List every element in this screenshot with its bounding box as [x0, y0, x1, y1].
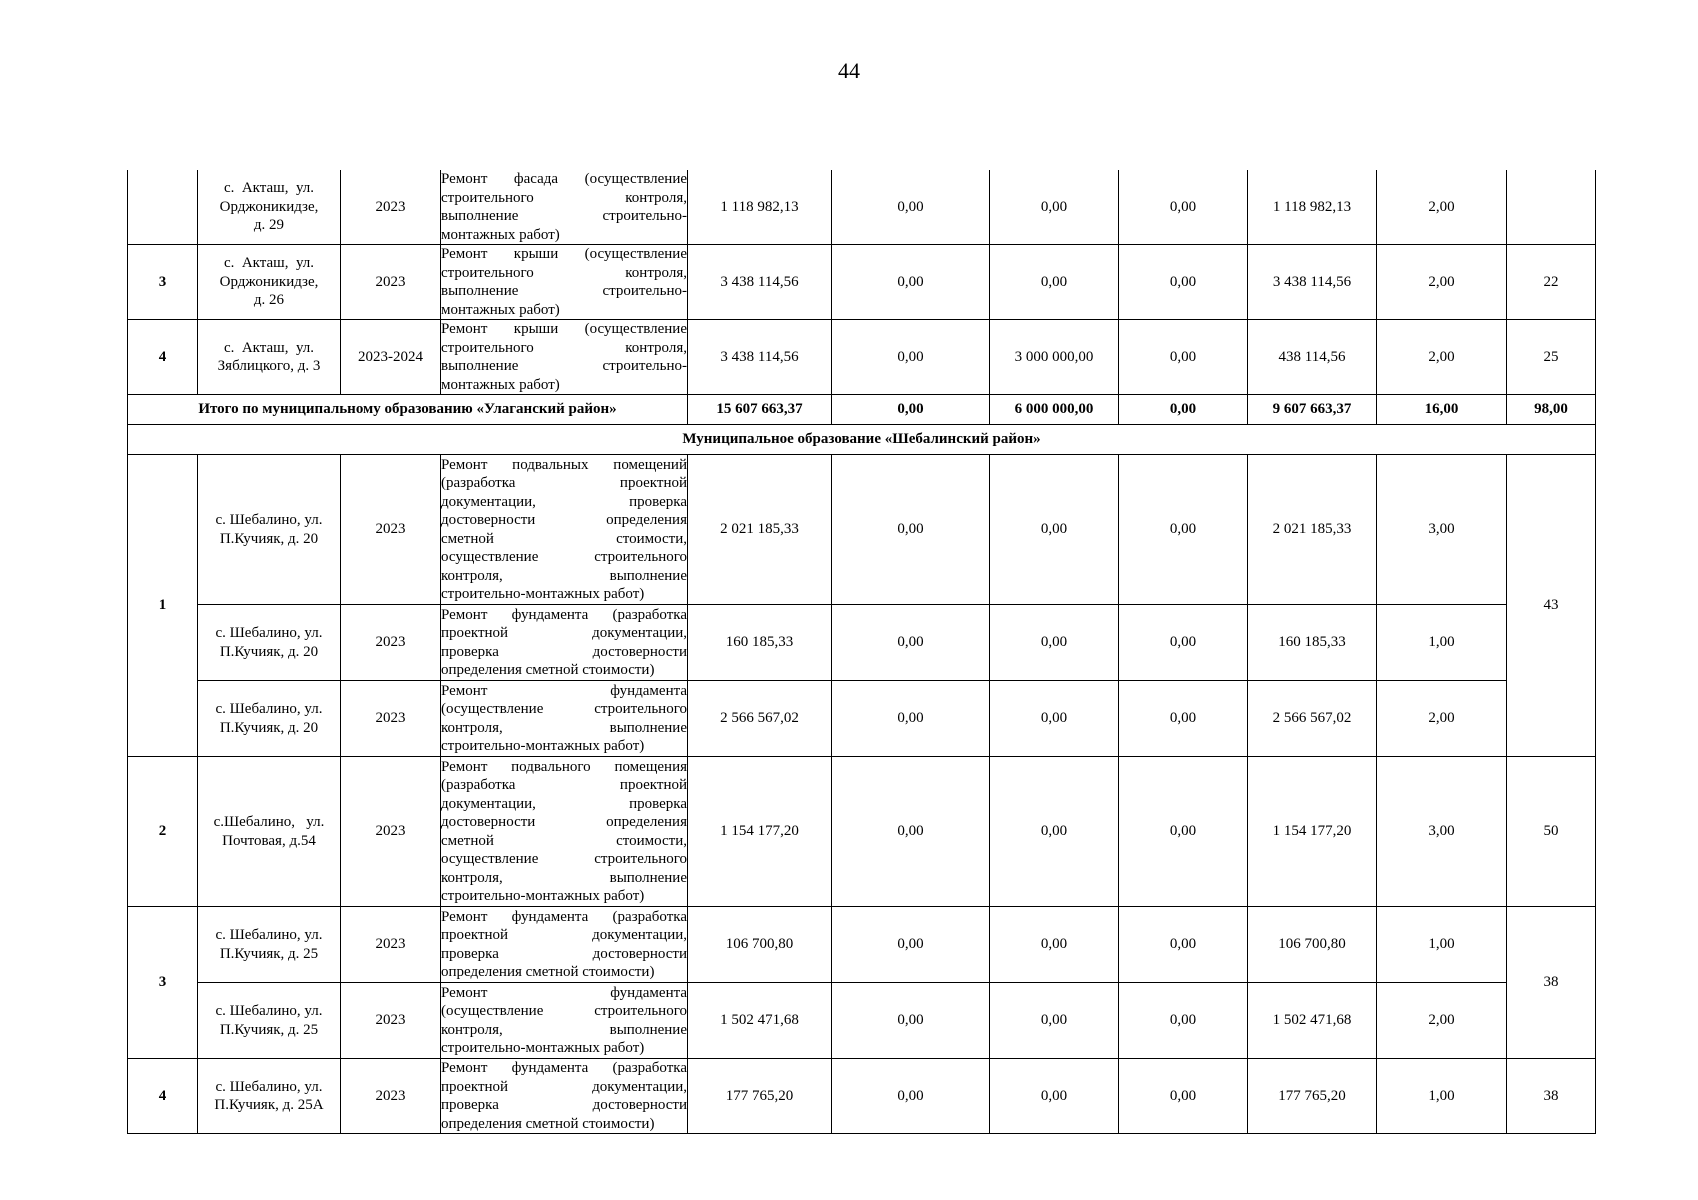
work-description-line: Ремонт подвальных помещений [441, 456, 687, 473]
table-row [128, 983, 1596, 1059]
work-description-line: сметной стоимости, [441, 832, 687, 849]
value-v4: 0,00 [1119, 245, 1248, 320]
value-v3: 0,00 [990, 681, 1119, 757]
value-v4: 0,00 [1119, 757, 1248, 907]
address-cell-line: с. Шебалино, ул. [215, 1078, 323, 1095]
value-v6: 2,00 [1377, 681, 1507, 757]
address-cell-line: д. 29 [253, 217, 285, 234]
year-cell: 2023 [341, 1059, 441, 1134]
address-cell-line: с. Шебалино, ул. [215, 512, 323, 528]
value-v1: 3 438 114,56 [688, 320, 832, 395]
value-v4: 0,00 [1119, 983, 1248, 1059]
work-description-line: достоверности определения [441, 814, 687, 830]
year-cell: 2023 [341, 757, 441, 907]
value-v5: 177 765,20 [1248, 1059, 1377, 1134]
row-number: 2 [128, 757, 198, 907]
value-v1: 2 566 567,02 [688, 681, 832, 757]
value-v2: 0,00 [832, 1059, 990, 1134]
total-v3: 6 000 000,00 [990, 395, 1119, 425]
year-cell: 2023-2024 [341, 320, 441, 395]
value-v6: 3,00 [1377, 455, 1507, 605]
last-value: 50 [1507, 757, 1596, 907]
work-description-line: сметной стоимости, [441, 530, 687, 547]
value-v2: 0,00 [832, 455, 990, 605]
value-v5: 106 700,80 [1248, 907, 1377, 983]
work-description-line: документации, проверка [441, 795, 687, 812]
work-description-line: контроля, выполнение [441, 1021, 687, 1038]
total-v4: 0,00 [1119, 395, 1248, 425]
address-cell-line: Зяблицкого, д. 3 [217, 358, 321, 374]
total-v1: 15 607 663,37 [688, 395, 832, 425]
work-description [441, 907, 688, 983]
table-row [128, 395, 1596, 425]
address-cell-line: с. Акташ, ул. [223, 255, 315, 272]
table-row [128, 170, 1596, 245]
row-number: 4 [128, 320, 198, 395]
address-cell-line: с. Шебалино, ул. [215, 1003, 323, 1019]
address-cell-line: с. Акташ, ул. [223, 339, 315, 356]
value-v3: 0,00 [990, 170, 1119, 245]
section-title: Муниципальное образование «Шебалинский район» [128, 425, 1596, 455]
work-description-line: Ремонт крыши (осуществление [441, 321, 687, 337]
value-v1: 1 154 177,20 [688, 757, 832, 907]
work-description-line: выполнение строительно- [441, 208, 687, 224]
address-cell-line: Орджоникидзе, [219, 198, 319, 215]
value-v5: 1 154 177,20 [1248, 757, 1377, 907]
work-description-line: строительного контроля, [441, 189, 687, 206]
address-cell-line: П.Кучияк, д. 20 [219, 643, 319, 660]
work-description-line: строительно-монтажных работ) [441, 1040, 645, 1056]
table-row [128, 455, 1596, 605]
year-cell: 2023 [341, 605, 441, 681]
year-cell: 2023 [341, 907, 441, 983]
address-cell [198, 605, 341, 681]
table-row [128, 681, 1596, 757]
value-v3: 0,00 [990, 245, 1119, 320]
value-v4: 0,00 [1119, 681, 1248, 757]
work-description-line: строительного контроля, [441, 339, 687, 356]
value-v3: 0,00 [990, 983, 1119, 1059]
year-cell: 2023 [341, 170, 441, 245]
row-number [128, 170, 198, 245]
work-description-line: Ремонт фундамента (разработка [441, 908, 687, 925]
table-row [128, 425, 1596, 455]
address-cell [198, 245, 341, 320]
row-number: 1 [128, 455, 198, 757]
work-description-line: определения сметной стоимости) [441, 662, 655, 678]
value-v6: 2,00 [1377, 983, 1507, 1059]
value-v4: 0,00 [1119, 455, 1248, 605]
value-v2: 0,00 [832, 907, 990, 983]
value-v4: 0,00 [1119, 1059, 1248, 1134]
total-v2: 0,00 [832, 395, 990, 425]
address-cell [198, 1059, 341, 1134]
address-cell-line: Почтовая, д.54 [222, 832, 316, 849]
address-cell-line: с. Шебалино, ул. [215, 701, 323, 717]
last-value: 22 [1507, 245, 1596, 320]
work-description-line: документации, проверка [441, 493, 687, 510]
last-value: 25 [1507, 320, 1596, 395]
value-v6: 1,00 [1377, 605, 1507, 681]
address-cell-line: П.Кучияк, д. 25 [219, 1021, 319, 1038]
address-cell-line: с. Шебалино, ул. [215, 625, 323, 641]
work-description-line: проверка достоверности [441, 643, 687, 660]
value-v4: 0,00 [1119, 605, 1248, 681]
value-v2: 0,00 [832, 757, 990, 907]
table-row [128, 320, 1596, 395]
last-value: 38 [1507, 1059, 1596, 1134]
work-description-line: строительного контроля, [441, 264, 687, 281]
value-v5: 2 021 185,33 [1248, 455, 1377, 605]
value-v2: 0,00 [832, 320, 990, 395]
table-row [128, 1059, 1596, 1134]
table-row [128, 605, 1596, 681]
year-cell: 2023 [341, 455, 441, 605]
work-description-line: контроля, выполнение [441, 567, 687, 584]
work-description-line: монтажных работ) [441, 226, 560, 243]
value-v1: 2 021 185,33 [688, 455, 832, 605]
row-number: 4 [128, 1059, 198, 1134]
work-description-line: Ремонт фундамента (разработка [441, 1060, 687, 1076]
value-v5: 438 114,56 [1248, 320, 1377, 395]
total-v6: 16,00 [1377, 395, 1507, 425]
value-v5: 1 118 982,13 [1248, 170, 1377, 245]
work-description [441, 320, 688, 395]
work-description-line: проектной документации, [441, 927, 687, 943]
work-description-line: (осуществление строительного [441, 701, 687, 717]
work-description-line: (разработка проектной [441, 475, 687, 491]
work-description-line: выполнение строительно- [441, 358, 687, 374]
work-description-line: осуществление строительного [441, 851, 687, 867]
row-number: 3 [128, 245, 198, 320]
work-description-line: достоверности определения [441, 512, 687, 528]
value-v6: 1,00 [1377, 1059, 1507, 1134]
value-v4: 0,00 [1119, 907, 1248, 983]
address-cell-line: П.Кучияк, д. 20 [219, 530, 319, 547]
value-v6: 2,00 [1377, 320, 1507, 395]
value-v1: 177 765,20 [688, 1059, 832, 1134]
value-v5: 2 566 567,02 [1248, 681, 1377, 757]
table-row [128, 757, 1596, 907]
value-v2: 0,00 [832, 170, 990, 245]
work-description [441, 1059, 688, 1134]
work-description-line: Ремонт подвального помещения [441, 758, 687, 775]
capital-repair-table [127, 170, 1596, 1134]
value-v1: 1 502 471,68 [688, 983, 832, 1059]
work-description-line: осуществление строительного [441, 549, 687, 565]
work-description [441, 757, 688, 907]
work-description-line: монтажных работ) [441, 376, 560, 393]
last-value [1507, 170, 1596, 245]
value-v4: 0,00 [1119, 170, 1248, 245]
address-cell [198, 320, 341, 395]
work-description-line: монтажных работ) [441, 301, 560, 318]
value-v5: 160 185,33 [1248, 605, 1377, 681]
value-v3: 0,00 [990, 907, 1119, 983]
address-cell [198, 170, 341, 245]
address-cell [198, 757, 341, 907]
table-row [128, 907, 1596, 983]
work-description-line: строительно-монтажных работ) [441, 888, 645, 904]
total-v5: 9 607 663,37 [1248, 395, 1377, 425]
work-description-line: выполнение строительно- [441, 283, 687, 299]
value-v6: 2,00 [1377, 170, 1507, 245]
last-value: 38 [1507, 907, 1596, 1059]
work-description-line: Ремонт фундамента (разработка [441, 606, 687, 623]
value-v1: 1 118 982,13 [688, 170, 832, 245]
work-description [441, 605, 688, 681]
value-v4: 0,00 [1119, 320, 1248, 395]
value-v6: 2,00 [1377, 245, 1507, 320]
work-description [441, 170, 688, 245]
address-cell [198, 907, 341, 983]
work-description-line: проверка достоверности [441, 1097, 687, 1113]
address-cell-line: П.Кучияк, д. 25 [219, 945, 319, 962]
address-cell-line: д. 26 [253, 292, 285, 309]
value-v1: 3 438 114,56 [688, 245, 832, 320]
year-cell: 2023 [341, 245, 441, 320]
value-v6: 3,00 [1377, 757, 1507, 907]
work-description-line: контроля, выполнение [441, 719, 687, 736]
last-value: 43 [1507, 455, 1596, 757]
work-description [441, 245, 688, 320]
value-v3: 0,00 [990, 1059, 1119, 1134]
value-v3: 0,00 [990, 757, 1119, 907]
total-label: Итого по муниципальному образованию «Улаганский район» [128, 395, 688, 425]
address-cell-line: Орджоникидзе, [219, 273, 319, 290]
work-description-line: Ремонт фасада (осуществление [441, 171, 687, 187]
row-number: 3 [128, 907, 198, 1059]
address-cell-line: П.Кучияк, д. 25А [214, 1097, 324, 1113]
work-description-line: (разработка проектной [441, 777, 687, 793]
work-description-line: определения сметной стоимости) [441, 964, 655, 980]
address-cell [198, 983, 341, 1059]
value-v2: 0,00 [832, 983, 990, 1059]
work-description-line: проектной документации, [441, 625, 687, 641]
year-cell: 2023 [341, 681, 441, 757]
address-cell-line: с. Шебалино, ул. [215, 927, 323, 943]
address-cell [198, 455, 341, 605]
value-v6: 1,00 [1377, 907, 1507, 983]
value-v1: 160 185,33 [688, 605, 832, 681]
work-description-line: строительно-монтажных работ) [441, 586, 645, 602]
value-v1: 106 700,80 [688, 907, 832, 983]
value-v5: 1 502 471,68 [1248, 983, 1377, 1059]
value-v2: 0,00 [832, 245, 990, 320]
work-description-line: Ремонт крыши (осуществление [441, 246, 687, 262]
work-description [441, 455, 688, 605]
work-description [441, 681, 688, 757]
value-v3: 0,00 [990, 455, 1119, 605]
work-description-line: контроля, выполнение [441, 869, 687, 886]
value-v2: 0,00 [832, 681, 990, 757]
work-description-line: Ремонт фундамента [441, 984, 687, 1001]
page-number: 44 [838, 58, 860, 83]
work-description-line: (осуществление строительного [441, 1003, 687, 1019]
address-cell [198, 681, 341, 757]
value-v3: 0,00 [990, 605, 1119, 681]
work-description-line: проектной документации, [441, 1078, 687, 1095]
work-description-line: строительно-монтажных работ) [441, 738, 645, 754]
value-v2: 0,00 [832, 605, 990, 681]
value-v3: 3 000 000,00 [990, 320, 1119, 395]
table-row [128, 245, 1596, 320]
work-description-line: проверка достоверности [441, 945, 687, 962]
year-cell: 2023 [341, 983, 441, 1059]
total-last: 98,00 [1507, 395, 1596, 425]
work-description-line: определения сметной стоимости) [441, 1115, 655, 1132]
address-cell-line: с.Шебалино, ул. [213, 814, 325, 830]
address-cell-line: П.Кучияк, д. 20 [219, 719, 319, 736]
work-description [441, 983, 688, 1059]
address-cell-line: с. Акташ, ул. [223, 180, 315, 197]
work-description-line: Ремонт фундамента [441, 682, 687, 699]
value-v5: 3 438 114,56 [1248, 245, 1377, 320]
